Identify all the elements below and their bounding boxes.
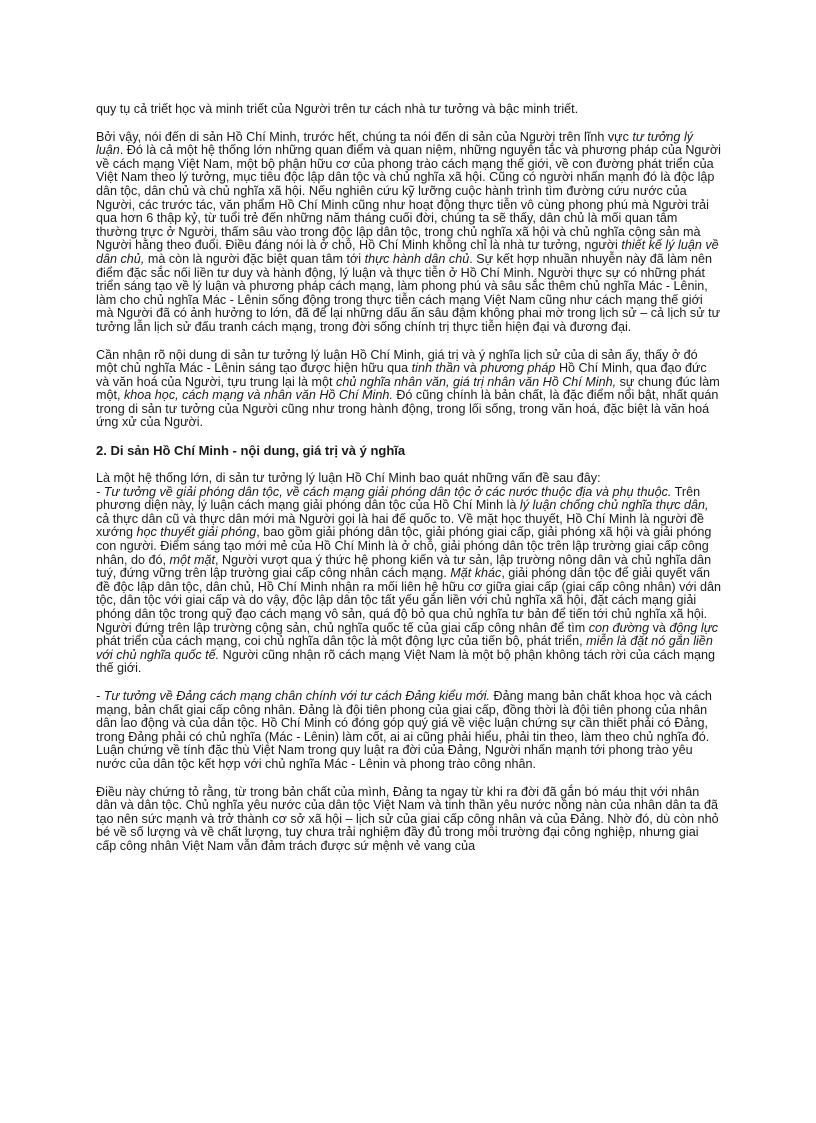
text-run: Là một hệ thống lớn, di sản tư tưởng lý luận Hồ Chí Minh bao quát những vấn đề sau đây: xyxy=(96,471,601,486)
paragraph-6 xyxy=(96,690,722,772)
text-run: , bao gồm giải phóng dân tộc, giải phóng giai cấp, giải phóng xã hội và giải phóng con người. Điểm sáng tạo mới mẻ của Hồ Chí Minh là ở chỗ, giải phóng dân tộc trên lập trường giai cấp công nhân, do đó, xyxy=(96,525,712,567)
text-run: , Người vượt qua ý thức hệ phong kiến và tư sản, lập trường nông dân và chủ nghĩa dân tuý, đứng vững trên lập trường giai cấp công nhân cách mạng. xyxy=(96,552,712,581)
text-run: Trên phương diện này, lý luận cách mạng giải phóng dân tộc của Hồ Chí Minh là xyxy=(96,484,701,513)
paragraph-3 xyxy=(96,349,722,431)
italic-run: phương pháp xyxy=(480,361,556,376)
italic-run: chủ nghĩa nhân văn, giá trị nhân văn Hồ Chí Minh, xyxy=(336,374,617,389)
text-run: mà còn là người đặc biệt quan tâm tới xyxy=(144,251,365,266)
paragraph-5 xyxy=(96,486,722,676)
italic-run: tư tưởng lý luận xyxy=(96,129,694,158)
italic-run: khoa học, cách mạng và nhân văn Hồ Chí Minh. xyxy=(124,388,393,403)
text-run: Hồ Chí Minh, qua đạo đức và văn hoá của Người, tựu trung lại là một xyxy=(96,361,707,389)
text-run: . Đó là cả một hệ thống lớn những quan điểm và quan niệm, những nguyên tắc và phương pháp của Người về cách mạng Việt Nam, một bộ phận hữu cơ của phong trào cách mạng thế giới, về con đường phát triển của Việt Nam theo lý tưởng, mục tiêu độc lập dân tộc và chủ nghĩa xã hội. Cũng có người nhấn mạnh đó là độc lập dân tộc, dân chủ và chủ nghĩa xã hội. Nếu nghiên cứu kỹ lưỡng cuộc hành trình tìm đường cứu nước của Người, các trước tác, văn phẩm Hồ Chí Minh cũng như hoạt động thực tiễn vô cùng phong phú mà Người trải qua hơn 6 thập kỷ, từ tuổi trẻ đến những năm tháng cuối đời, chúng ta sẽ thấy, dân chủ là mối quan tâm thường trực ở Người, thấm sâu vào trong độc lập dân tộc, trong chủ nghĩa xã hội và chủ nghĩa cộng sản mà Người hằng theo đuổi. Điều đáng nói là ở chỗ, Hồ Chí Minh không chỉ là nhà tư tưởng, người xyxy=(96,143,721,253)
paragraph-1: quy tụ cả triết học và minh triết của Người trên tư cách nhà tư tưởng và bậc minh triết. xyxy=(96,102,579,116)
italic-run: - Tư tưởng về giải phóng dân tộc, về cách mạng giải phóng dân tộc ở các nước thuộc địa và phụ thuộc. xyxy=(96,484,672,499)
text-run: . Sự kết hợp nhuần nhuyễn này đã làm nên điểm đặc sắc nối liền tư duy và hành động, lý luận và thực tiễn ở Hồ Chí Minh. Người thực sự có những phát triển sáng tạo về lý luận và phương pháp cách mạng, làm phong phú và sâu sắc thêm chủ nghĩa Mác - Lênin, làm cho chủ nghĩa Mác - Lênin sống động trong thực tiễn cách mạng Việt Nam cũng như cách mạng thế giới mà Người đã có ảnh hưởng to lớn, đã để lại những dấu ấn sâu đậm không phai mờ trong lịch sử – cả lịch sử tư tưởng lẫn lịch sử đấu tranh cách mạng, trong đời sống chính trị thực tiễn hiện đại và đương đại. xyxy=(96,251,721,334)
italic-run: miễn là đặt nó gắn liền với chủ nghĩa quốc tế. xyxy=(96,634,713,662)
italic-run: học thuyết giải phóng xyxy=(136,525,257,540)
text-run: Người cũng nhận rõ cách mạng Việt Nam là một bộ phận không tách rời của cách mạng thế giới. xyxy=(96,647,715,676)
text-run: Đó cũng chính là bản chất, là đặc điểm nổi bật, nhất quán trong di sản tư tưởng của Người cũng như trong hành động, trong lối sống, trong văn hoá, đặc biệt là văn hoá ứng xử của Người. xyxy=(96,388,719,430)
italic-run: thực hành dân chủ xyxy=(364,251,470,266)
paragraph-7 xyxy=(96,786,722,854)
text-run: cả thực dân cũ và thực dân mới mà Người gọi là hai đế quốc to. Về mặt học thuyết, Hồ Chí Minh là người đề xướng xyxy=(96,511,705,540)
text-run: Bởi vậy, nói đến di sản Hồ Chí Minh, trước hết, chúng ta nói đến di sản của Người trên lĩnh vực xyxy=(96,129,633,144)
italic-run: tinh thần xyxy=(411,361,460,376)
italic-run: một mặt xyxy=(169,552,216,567)
italic-run: lý luận chống chủ nghĩa thực dân, xyxy=(519,498,709,513)
text-run: Điều này chứng tỏ rằng, từ trong bản chất của mình, Đảng ta ngay từ khi ra đời đã gắn bó máu thịt với nhân dân và dân tộc. Chủ nghĩa yêu nước của dân tộc Việt Nam và tinh thần yêu nước nồng nàn của nhân dân ta đã tạo nên sức mạnh và trở thành cơ sở xã hội – lịch sử của giai cấp công nhân và của Đảng. Nhờ đó, dù còn nhỏ bé về số lượng và về chất lượng, tuy chưa trải nghiệm đầy đủ trong môi trường đại công nghiệp, nhưng giai cấp công nhân Việt Nam vẫn đảm trách được sứ mệnh vẻ vang của xyxy=(96,784,719,853)
text-run: phát triển của cách mạng, coi chủ nghĩa dân tộc là một động lực của tiến bộ, phát triển, xyxy=(96,634,587,649)
paragraph-4 xyxy=(96,472,722,486)
italic-run: động lực xyxy=(669,620,719,635)
text-run: , giải phóng dân tộc để giải quyết vấn đề độc lập dân tộc, dân chủ, Hồ Chí Minh nhận ra mối liên hệ hữu cơ giữa giai cấp (giai cấp công nhân) với dân tộc, dân tộc với giai cấp và do vậy, độc lập dân tộc tất yếu gắn liền với chủ nghĩa xã hội, đặt cách mạng giải phóng dân tộc trong quỹ đạo cách mạng vô sản, quá độ bỏ qua chủ nghĩa tư bản để tiến tới chủ nghĩa xã hội. Người đứng trên lập trường cộng sản, chủ nghĩa quốc tế của giai cấp công nhân để tìm xyxy=(96,566,721,635)
italic-run: thiết kế lý luận về dân chủ, xyxy=(96,238,719,266)
italic-run: Mặt khác xyxy=(450,566,502,581)
text-run: và xyxy=(649,620,670,635)
italic-run: - Tư tưởng về Đảng cách mạng chân chính với tư cách Đảng kiểu mới. xyxy=(96,688,490,703)
text-run: Cần nhận rõ nội dung di sản tư tưởng lý luận Hồ Chí Minh, giá trị và ý nghĩa lịch sử của di sản ấy, thấy ở đó một chủ nghĩa Mác - Lênin sáng tạo được hiện hữu qua xyxy=(96,347,698,376)
text-run: sự chung đúc làm một, xyxy=(96,374,720,403)
text-run: và xyxy=(460,361,481,376)
paragraph-2 xyxy=(96,131,722,335)
section-heading: 2. Di sản Hồ Chí Minh - nội dung, giá trị và ý nghĩa xyxy=(96,443,406,459)
text-run: Đảng mang bản chất khoa học và cách mạng, bản chất giai cấp công nhân. Đảng là đội tiên phong của giai cấp, đồng thời là đội tiên phong của nhân dân lao động và của dân tộc. Hồ Chí Minh có đóng góp quý giá về việc luận chứng sự cần thiết phải có Đảng, trong Đảng phải có chủ nghĩa (Mác - Lênin) làm cốt, ai ai cũng phải hiểu, phải tin theo, làm theo chủ nghĩa đó. Luận chứng về tính đặc thù Việt Nam trong quy luật ra đời của Đảng, Người nhấn mạnh tới phong trào yêu nước của dân tộc kết hợp với chủ nghĩa Mác - Lênin và phong trào công nhân. xyxy=(96,688,712,771)
italic-run: con đường xyxy=(588,620,650,635)
